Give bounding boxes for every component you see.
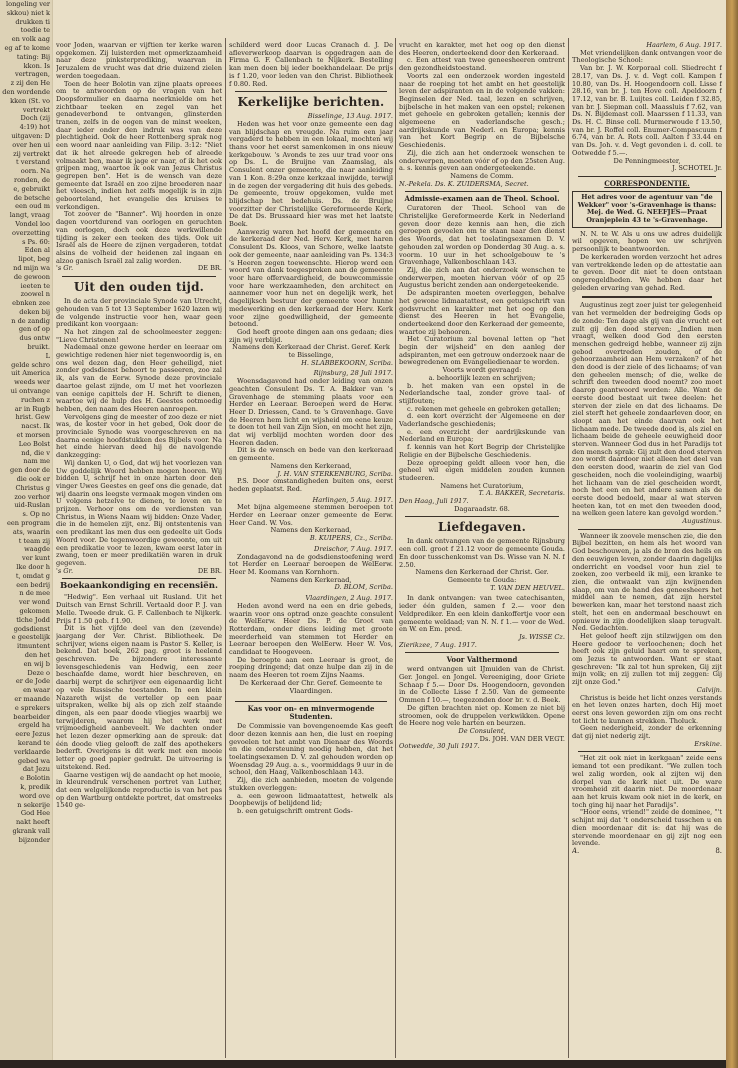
- signature: T. VAN DEN HEUVEL.: [490, 583, 565, 592]
- paragraph: Zij, die zich aanbieden, moeten de volgende stukken overleggen:: [229, 776, 393, 792]
- edge-fragment: Vondel loo: [15, 219, 50, 228]
- paragraph: Oranjeplein 43 te 's-Gravenhage.: [586, 216, 708, 225]
- admission-text: [399, 205, 565, 490]
- edge-fragment: ver wond: [19, 598, 50, 607]
- paragraph: Tot zoover de "Banner". Wij hoorden in onze dagen voortdurend van oorlogen en geruchten van oorlogen, doch ook deze werkwillende tijding is zeker een teeken des tijds. Ook uit Israël als de Heere de zijnen vergaderen, totdat alsins de volheid der heidenen zal ingaan en alzoo ganisch Israël zal zalig worden.: [56, 210, 222, 265]
- edge-fragment: uid-Ruslan: [14, 501, 50, 510]
- dateline: Den Haag, Juli 1917.: [399, 497, 469, 506]
- edge-fragment: den het: [24, 650, 50, 659]
- edge-fragment: s. Op no: [22, 510, 50, 519]
- paragraph: d. een kort overzicht der Algemeene en der Vaderlandsche geschiedenis;: [399, 412, 565, 429]
- paragraph: Curatoren der Theol. School van de Christelijke Gereformeerde Kerk in Nederland geven door deze kennis aan hen, die zich geroepen gevoelen om te staan naar den dienst des Woords, dat het toelatingsexamen D. V. gehouden zal worden op Donderdag 30 Aug. a. s. voorm. 10 uur in het schoolgebouw te 's Gravenhage, Valkenboschlaan 143.: [399, 204, 565, 267]
- edge-fragment: e Bolotin: [20, 774, 50, 783]
- edge-fragment: 4:19) hot: [19, 123, 50, 132]
- edge-fragment: gen door de: [10, 466, 50, 475]
- edge-fragment: ats, waarin: [12, 527, 50, 536]
- edge-fragment: uitgaven: D: [11, 131, 50, 140]
- signature: H. SLABBEKOORN, Scriba.: [301, 358, 393, 367]
- edge-fragment: waagde: [24, 545, 50, 554]
- edge-fragment: e sprekers: [14, 703, 50, 712]
- edge-fragment: longeling ver: [5, 0, 50, 8]
- edge-fragment: kken (St. vo: [10, 96, 50, 105]
- edge-fragment: e geestelijk: [11, 633, 50, 642]
- edge-fragment: itmuntent: [17, 642, 50, 651]
- edge-fragment: drukken ti: [15, 17, 50, 26]
- edge-fragment: gelde schro: [11, 360, 50, 369]
- edge-fragment: eere Jezus: [15, 730, 50, 739]
- paragraph: Wanneer ik zoovele menschen zie, die den Bijbel bezitten, en hem als het woord van God beschouwen, ja als de bron des heils en den eeuwigen leven, zonder daarin dagelijks onderricht en voedsel voor hun ziel te zoeken, zoo verbeeld ik mij, een kranke te zien, die ontwaakt van zijn kwijnenden slaap, om van de hand des geneesheers het middel aan te nemen, dat zijn herstel bewerken kan, maar het terstond naast zich stelt, het een en andermaal beschouwt en opnieuw in zijn doodelijken slaap terugvalt. Ned. Gedachten.: [572, 531, 722, 633]
- section-heading-admissie-examen: Admissie-examen aan de Theol. School.: [404, 194, 560, 204]
- edge-fragment: een oud m: [15, 202, 50, 211]
- signature: Augustinus.: [682, 517, 722, 526]
- page-footer: A. 8.: [572, 846, 722, 855]
- edge-fragment: een program: [6, 519, 50, 528]
- dateline: Rijnsburg, 28 Juli 1917.: [313, 369, 393, 378]
- signature: J. H. VAN STERKENBURG, Scriba.: [277, 469, 393, 478]
- column-4: [572, 42, 722, 856]
- dateline: Ootwedde, 30 Juli 1917.: [399, 742, 480, 751]
- paragraph: a. behoorlijk lezen en schrijven;: [428, 373, 536, 382]
- divider: [62, 276, 216, 277]
- paragraph: Christus is beide het licht onzes verstands en het leven onzes harten, doch Hij moet eerst ons leven geworden zijn om ons recht tot licht te kunnen strekken. Tholuck.: [572, 693, 722, 725]
- section-heading-valthermond: Voor Valthermond: [446, 655, 518, 665]
- paragraph: Gaarne vestigen wij de aandacht op het mooie, in kleurendruk verschenen portret van Luther, dat een welgelijkende reproductie is van het pas op den Wartburg ontdekte portret, dat omstreeks 1540 ge-: [56, 770, 222, 810]
- paragraph: Voorts zal een onderzoek worden ingesteld naar de roeping tot het ambt en het geestelijk leven der adspiranten en in de volgende vakken: Beginselen der Ned. taal, lezen en schrijven, bijbelsche in het maken van een opstel; rekenen met gehoele en gebroken getallen; kennis der algemeene en vaderlandsche gesch.; aardrijkskunde van Nederl. en Europa; kennis van het Kort Begrip en de Bijbelsche Geschiedenis.: [399, 71, 565, 150]
- edge-fragment: nd mijn wa: [13, 263, 50, 272]
- edge-fragment: bruikt.: [27, 343, 50, 352]
- column-3: [399, 42, 565, 751]
- paragraph: Vervolgens ging de meester of zoo deze er niet was, de koster voor in het gebed, Ook door de provinciale Synode was voorgeschreven en na daarna eenige hoofdstukken des Bijbels voor. Na het einde hiervan deed hij de navolgende dankzegging:: [56, 412, 222, 460]
- signature: Calvijn.: [696, 685, 722, 694]
- dateline: Dagaraadstr. 68.: [454, 504, 510, 513]
- edge-fragment: tating: Bij: [16, 52, 50, 61]
- paragraph: De Penningmeester,: [613, 156, 681, 165]
- notice-box: [572, 191, 722, 228]
- edge-fragment: k, predik: [20, 782, 50, 791]
- edge-fragment: over hen ui: [12, 140, 50, 149]
- paragraph: werd ontvangen uit IJmuiden van de Christ. Ger. Jongel. en Jongel. Vereeniging, door Griete Schaap f 5.— Door Ds. Hoogendoorn, gevonden in de Collecte Lisse f 2.50. Van de gemeente Ommen f 10.—, toegezonden door br. v. d. Beek.: [399, 665, 565, 705]
- edge-fragment: gebed wa: [17, 756, 50, 765]
- paragraph: Deze oproeping geldt alleen voor hen, die geheel wil eigen middelen zouden kunnen studeeren.: [399, 458, 565, 482]
- divider: [405, 191, 559, 192]
- edge-fragment: de betsche: [13, 193, 50, 202]
- edge-fragment: zoowel n: [20, 290, 50, 299]
- edge-fragment: t, omdat g: [15, 571, 50, 580]
- section-heading-correspondentie: CORRESPONDENTIE.: [604, 178, 690, 188]
- edge-fragment: word ove: [19, 791, 50, 800]
- edge-fragment: dus ontw: [19, 334, 50, 343]
- section-heading-liefdegaven: Liefdegaven.: [438, 520, 526, 535]
- edge-fragment: s Ps. 60:: [22, 237, 50, 246]
- edge-fragment: nacst. Ik: [21, 422, 50, 431]
- divider: [405, 652, 559, 653]
- edge-fragment: dat Jezu: [22, 765, 50, 774]
- paragraph: c. Een attest van twee geneesheeren omtrent den gezondheidstoestand.: [399, 56, 565, 73]
- edge-fragment: z zij den He: [10, 79, 50, 88]
- section-heading-kas-studenten: Kas voor on- en minvermogende Studenten.: [247, 704, 375, 722]
- paragraph: Met bijna algemeene stemmen beroepen tot Herder en Leeraar onzer gemeente de Eerw. Heer Cand. W. Vos.: [229, 503, 393, 527]
- edge-fragment: verklaarde: [13, 747, 50, 756]
- dateline: Bisselinge, 13 Aug. 1917.: [307, 112, 393, 121]
- edge-fragment: vertrekt: [22, 105, 50, 114]
- edge-fragment: godsdienst: [13, 624, 50, 633]
- edge-fragment: eg af te kome: [4, 43, 50, 52]
- edge-fragment: ui ontvange: [10, 387, 50, 396]
- paragraph: In dank ontvangen van de gemeente Rijnsburg een coll. groot f 21.12 voor de gemeente Gouda. En door tusschenkomst van Ds. Wisse van N. N. f 2.50.: [399, 537, 565, 569]
- edge-fragment: Christus g: [15, 483, 50, 492]
- edge-fragment: Deze o: [27, 668, 50, 677]
- edge-fragment: Eden al: [24, 246, 50, 255]
- dateline: Zierikzee, 7 Aug. 1917.: [399, 640, 477, 649]
- section-heading-kerkelijke-berichten: Kerkelijke berichten.: [237, 95, 385, 110]
- paragraph: Zij, die zich aan het onderzoek wenschen te onderwerpen, moeten vóór of op den 25sten Aug. a. s. kennis geven aan ondergeteekende.: [399, 148, 565, 173]
- paragraph: b. het maken van een opstel in de Nederlandsche taal, zonder grove taal- of stijlfouten;: [399, 381, 565, 405]
- dateline: Harlingen, 5 Aug. 1917.: [312, 495, 393, 504]
- section-heading-uit-den-ouden-tijd: Uit den ouden tijd.: [73, 280, 205, 295]
- edge-fragment: gen of op: [18, 325, 50, 334]
- edge-fragment: Leo Bolst: [18, 439, 50, 448]
- edge-fragment: ruchen z: [20, 395, 50, 404]
- paragraph: Toen de heer Bolotin van zijne plaats opreees om te antwoorden op de vragen van het Doopsformulier en daarna neerknielde om het zichtbaar teeken en zegel van het genadeverbond te ontvangen, glinsterden tranen, zelfs in de oogen van de minst weeken, daar ieder onder den indruk was van deze plechtigheid. Ook de heer Rottenberg sprak nog een woord naar aanleiding van Filip. 3:12: "Niet dat ik het alreede gekregen heb of alreede volmaakt ben, maar ik jage er naar, of ik het ook grijpen mag, waartoe ik ook van Jezus Christus gegrepen ben". Het is de wensch van deze gemeente dat Israël en zoo zijne broederen naar het vleesch, indien het zelfs mogelijk is in zijn geboorteland, het evangelie des kruises te verkondigen.: [56, 79, 222, 211]
- divider: [578, 751, 716, 752]
- edge-fragment: ergeld ha: [18, 721, 50, 730]
- paragraph: "Hedwig". Een verhaal uit Rusland. Uit het Duitsch van Ernst Schrill. Vertaald door P. J. van Melle. Tweede druk. G. F. Callenbach te Nijkerk. Prijs f 1.50 geb. f 1.90.: [56, 593, 222, 625]
- section-heading-boekaankondiging: Boekaankondiging en recensiën.: [60, 581, 218, 592]
- church-news-list: [229, 113, 393, 698]
- edge-fragment: ebnken zee: [12, 299, 50, 308]
- column-rule: [568, 38, 569, 1058]
- dateline: Vlaardingen, 2 Aug. 1917.: [305, 594, 393, 603]
- paragraph: f. kennis van het Kort Begrip der Christelijke Religie en der Bijbelsche Geschiedenis.: [399, 443, 565, 459]
- edge-fragment: den wordende: [2, 87, 50, 96]
- signature: 's Gr. DE BR.: [56, 264, 222, 273]
- paragraph: De adspiranten moeten overleggen, behalve het gewone lidmaatattest, een getuigschrift van godsvrucht en karakter met het oog op den dienst des Heeren in het Evangelie, onderteekend door den Kerkeraad der gemeente, waartoe zij behooren.: [399, 289, 565, 336]
- paragraph: "Hoor eens, vriend!" zeide de dominee, "'t schijnt mij dat 't onderscheid tusschen u en dien moordenaar dit is: dat hij was de stervende moordenaar en gij zijt nog een levende.: [572, 808, 722, 848]
- paragraph: Wij danken U, o God, dat wij het voorlezen van Uw goddelijk Woord hebben mogen hooren. Wij bidden U, schrijf het in onze harten door den vinger Uwes Geestes en geef ons die genade, dat wij daarin ons leegste vermaak mogen vinden om U volgens hetzelve te dienen, te loven en te prijzen. Verhoor ons om de verdiensten van Christus, in Wiens Naam wij bidden: Onze Vader, die in de hemelen zijt, enz. Bij ontstentenis van een predikant las men dus een gedeelte uit Gods Woord voor. De tegenwoordige gewoonte, om uit een predikatie voor te lezen, kwam eerst later in zwang, toen er meer predikatiën waren in druk gegeven.: [56, 458, 222, 567]
- paragraph: Het Curatorium zal bovenal letten op "het begin der wijsheid" en den aanleg der adspiranten, met een getrouw onderzoek naar de bewegredenen om Evangeliedienaar te worden.: [399, 335, 565, 367]
- edge-fragment: tlche Jodd: [16, 615, 50, 624]
- edge-fragment: ver kunt: [21, 554, 50, 563]
- paragraph: Namens het Curatorium,: [440, 481, 524, 490]
- paragraph: e. een overzicht der aardrijkskunde van Nederland en Europa;: [399, 427, 565, 444]
- divider: [582, 296, 712, 298]
- paragraph: "Het zit ook niet in kerkgaan" zeide eens iemand tot een predikant. "We zullen toch wel zalig worden, ook al zijten wij den dorpel van de kerk niet uit. De ware vroomheid zit daarin niet. De moordenaar aan het kruis kwam ook niet in de kerk, en toch ging hij naar het Paradijs".: [572, 754, 722, 809]
- paragraph: Dit is het vijfde deel van den (zevende) jaargang der Ver. Christ. Bibliotheek. De schrijver, wiens eigen naam is Pastor S. Keller, is bekend. Dat boek, 262 pag. groot is heelend geschreven. De bijzondere interessante levensgeschiedenis van Hedwig, een zeer beschaafde dame, wordt hier beschreven, en daarbij werpt de schrijver een eigenaardig licht op vele Russische toestanden. In een klein Nazareth wijst de verteller op een paar uitspraken, welke bij als op zich zelf staande dingen, als een paar doode vliegjes waarbij we terwijderen, waarom hij het werk met vrijmoedigheid aanbeveelt. We dachten onder het lezen dezer opmerking aan de spreuk: dat één doode vlieg gelooft de zalf des apothekers bederft. Overigens is dit werk met een mooie letter op goed papier gedrukt. De uitvoering is uitstekend. Red.: [56, 624, 222, 771]
- postscript: P.S. Door omstandigheden buiten ons, eerst heden geplaatst. Red.: [229, 477, 393, 493]
- edge-fragment: kkon. Is: [23, 61, 50, 70]
- edge-fragment: God Hee: [20, 809, 50, 818]
- divider: [578, 176, 716, 177]
- previous-page-edge: [0, 0, 53, 1060]
- paragraph: Met vriendelijken dank ontvangen voor de Theologische School:: [572, 48, 722, 65]
- edge-fragment: oorn. Na: [20, 167, 50, 176]
- edge-fragment: n de zandig: [11, 316, 50, 325]
- paragraph: Dit is de wensch en bede van den kerkeraad en gemeente.: [229, 446, 393, 463]
- paragraph: Aanwezig waren het hoofd der gemeente en de kerkeraad der Ned. Herv. Kerk, met haren Consulent Ds. Kloos, van Schore, welke laatste ook der gemeente, naar aanleiding van Ps. 134:3 's Heeren zegen toewenschte. Hierop werd een woord van dank toegesproken aan de gemeente voor hare offervaardigheid, de bouwcommissie voor hare werkzaamheden, den architect en aannemer voor hun net en degelijk werk, het dagelijksch bestuur der gemeente voor hunne medewerking en den kerkeraad der Herv. Kerk voor zijne goedwilligheid, der gemeente betoond.: [229, 227, 393, 329]
- paragraph: Augustinus zegt zoer juist ter gelegenheid van het vermelden der bedreiging Gods op de zonde: Ten dage als gij van die vrucht eet zult gij den dood sterven: „Indien men vraagt, welken dood God den eersten menschen gedreigd hebbe, wanneer zij zijn gebod overtreden zouden, of de gehoorzaamheid aan Hem verzaken? of het den dood is der ziele of des lichaams; of van den geheelen mensch; of die, welke de schrift den tweeden dood noemt? zoo moet daarop geantwoord worden: Alle. Want de eerste dood bestaat uit twee deelen: het sterven der ziele en dat des lichaams. De ziel sterft het geheele zondaarleven door, en sloopt aan het einde daarvan ook het lichaam mede. De tweede dood is, als ziel en lichaam beide de geheele eeuwigheid door sterven. Wanneer God dus in het Paradijs tot den mensch sprak: Gij zult den dood sterven zoo wordt daardoor niet alleen het deel van den eersten dood, waarin de ziel van God gescheiden, noch die vooleindiging, waarbij het lichaam van de ziel gescheiden wordt, noch het een en het andere samen als de eerste dood bedoeld, maar al wat sterven heeten kan, tot en met den tweeden dood, na welken geen latere kan gevolgd worden.": [572, 301, 722, 518]
- paragraph: Heden avond werd na een en drie gebeds, waarin voor ons optrad onze geachte consulent de WelEerw. Heer Ds. P. de Groot van Rotterdam, onder diens leiding met groote meerderheid van stemmen tot Herder en Leeraar beroepen den WelEerw. Heer W. Vos, candidaat te Hoogeveen.: [229, 601, 393, 657]
- divider: [235, 91, 387, 92]
- edge-fragment: deken bij: [19, 307, 50, 316]
- edge-fragment: gkrank vall: [12, 826, 50, 835]
- divider: [578, 529, 716, 530]
- edge-fragment: t verstand: [16, 158, 50, 167]
- paragraph: Van br. J. W. Korporaal coll. Sliedrecht f 28.17, van Ds. J. v. d. Vegt coll. Kampen f 10.80, van Ds. H. Hoogendoorn coll. Lisse f 28.16, van br. J. ten Hove coll. Apeldoorn f 17.12, van br. B. Luijtes coll. Leiden f 32.85, van br. J. Siepman coll. Maassluis f 7.62, van Ds. N. Bijdemast coll. Maarssen f 11.33, van Ds. H. C. Binse coll. Murmerwoude f 13.50, van br. J. Roffel coll. Enumer-Compascuum f 6.74, van br. A. Rots coll. Aalten f 33.44 en van Ds. Joh. v. d. Vegt gevonden i. d. coll. te Ootwedde f 5.—.: [572, 64, 722, 157]
- paragraph: Namens den Kerkeraad der Christ. Ger. Gemeente te Gouda:: [415, 568, 549, 584]
- dateline: Haarlem, 6 Aug. 1917.: [646, 42, 722, 49]
- edge-fragment: er maande: [14, 694, 50, 703]
- paragraph: schilderd werd door Lucas Cranach d. J. De afleverwerkoop daarvan is opgedragen aan de Firma G. F. Callenbach te Nijkerk. Bestelling kan men doen bij ieder boekhandelaar. De prijs is f 1.20, voor leden van den Christ. Bibliotheek f 0.80. Red.: [229, 42, 393, 88]
- edge-fragment: die ook er: [16, 475, 50, 484]
- edge-fragment: ieeten te: [20, 281, 50, 290]
- edge-fragment: Doch (zij: [20, 114, 50, 123]
- edge-fragment: langt, vraag: [9, 211, 50, 220]
- signature: B. KUIPERS, Cz., Scriba.: [309, 534, 393, 543]
- edge-fragment: hrist. Gew: [15, 413, 50, 422]
- signature: De Consulent,: [458, 726, 506, 735]
- edge-fragment: bijzonder: [18, 835, 50, 844]
- edge-fragment: lipot, beg: [18, 255, 50, 264]
- paragraph: In dank ontvangen: van twee catechisanten, ieder één gulden, samen f 2.— voor den Veldprediker. En een klein dankoffertje voor een gemeente weldaad; van N. N. f 1.— voor de Wed. en W. en Em. pred.: [399, 594, 565, 634]
- paragraph: Namens den Kerkeraad,: [270, 575, 352, 584]
- dateline: Dreischor, 7 Aug. 1917.: [314, 544, 393, 553]
- edge-fragment: uit America: [11, 369, 50, 378]
- signature: Namens de Comm.: [450, 171, 514, 180]
- paragraph: Geen nederigheid, zonder de erkenning dat gij niet nederig zijt.: [572, 724, 722, 741]
- edge-fragment: t team zij: [18, 536, 50, 545]
- paragraph: b. een getuigschrift omtrent Gods-: [237, 806, 353, 815]
- edge-fragment: nam me: [23, 457, 50, 466]
- edge-fragment: bearbeider: [13, 712, 50, 721]
- paragraph: De kerkeraden worden verzocht het adres van vertrekkende leden op de attestatie aan te geven. Door dit niet te doen ontstaan ongeregeldheden. We hebben daar het geleden ervaring van gehad. Red.: [572, 252, 722, 292]
- paragraph: Na het zingen zal de schoolmeester zeggen: "Lieve Christenen!: [56, 327, 222, 344]
- signature: 's Gr. DE BR.: [56, 566, 222, 575]
- edge-fragment: nd, die v: [21, 448, 50, 457]
- column-rule: [225, 38, 226, 1058]
- signature: Ds. JOH. VAN DER VEGT.: [479, 734, 565, 743]
- edge-fragment: zoo verhor: [14, 492, 50, 501]
- paragraph: God heeft groote dingen aan ons gedaan; dies zijn wij verblijd.: [229, 327, 393, 344]
- signature: J. SCHOTEL Jr.: [672, 164, 722, 173]
- edge-fragment: de gewoon: [13, 272, 50, 281]
- paragraph: Namens den Kerkeraad,: [270, 526, 352, 535]
- paragraph: a. een gewoon lidmaatattest, hetwelk als Doopbewijs of belijdend lid;: [229, 791, 393, 808]
- edge-fragment: ar in Rugb: [14, 404, 50, 413]
- paragraph: De giften brachten niet op. Komen ze niet bij stroomen, ook de druppelen verkwikken. Opene de Heere nog vele harten en beurzen.: [399, 703, 565, 728]
- paragraph: De Commissie van bovengenoemde Kas geeft door dezen kennis aan hen, die lust en roeping gevoelen tot het ambt van Dienaar des Woords en die ondersteuning noodig hebben, dat het toelatingsexamen D. V. zal gehouden worden op Woensdag 29 Aug. a. s., voormiddags 9 uur in de school, den Haag, Valkenboschlaan 143.: [229, 722, 393, 777]
- edge-fragment: n de mee: [19, 589, 50, 598]
- paragraph: De Kerkeraad der Chr. Geref. Gemeente te Vlaardingen.: [239, 678, 383, 695]
- edge-fragment: skkou) niet k: [6, 8, 50, 17]
- edge-fragment: en volk aag: [11, 35, 50, 44]
- edge-fragment: gekomen: [19, 606, 50, 615]
- edge-fragment: lke door h: [16, 563, 50, 571]
- paragraph: voor Joden, waarvan er vijftien ter kerke waren opgekomen. Zij luisterden met opmerkzaamheid naar deze pinksterprediking, waarvan in Jeruzalem de vrucht was dat drie duizend zielen werden toegedaan.: [56, 42, 222, 80]
- paragraph: N. N. te W. Als u ons uw adres duidelijk wil opgeven, hopen we uw schrijven persoonlijk te beantwoorden.: [572, 229, 722, 254]
- paragraph: vrucht en karakter, met het oog op den dienst des Heeren, onderteekend door den Kerkeraad.: [399, 42, 565, 57]
- edge-fragment: er de Jode: [15, 677, 50, 686]
- signature: Erskine.: [694, 739, 722, 748]
- edge-fragment: n sekerije: [17, 800, 50, 809]
- edge-fragment: overzetting: [11, 228, 50, 237]
- signature: Js. WISSE Cz.: [518, 632, 565, 641]
- edge-fragment: zij vertrekt: [13, 149, 50, 158]
- edge-fragment: kerand te: [17, 738, 50, 747]
- edge-fragment: en waar: [23, 686, 50, 695]
- edge-fragment: ronden, de: [13, 175, 50, 184]
- divider: [405, 516, 559, 517]
- edge-fragment: toedie te: [20, 26, 50, 35]
- paragraph: Woensdagavond had onder leiding van onzen geachten Consulent Ds. T. A. Bakker van 's Gravenhage de stemming plaats voor een Herder en Leeraar. Beroepen werd de Herw. Heer D. Driessen, Cand. te 's Gravenhage. Gave de Heeren hem licht en wijsheid om eene keuze te doen tot heil van Zijn Sion, en mocht het zijn, dat wij verblijd mochten worden door des Heeren daden.: [229, 377, 393, 447]
- edge-fragment: et morsen: [16, 431, 50, 440]
- edge-fragment: weeds wer: [14, 378, 50, 387]
- paragraph: Namens den Kerkeraad,: [270, 461, 352, 470]
- divider: [62, 578, 216, 579]
- paragraph: Zondagavond na de godsdienstoefening werd tot Herder en Leeraar beroepen de WelEerw. Heer M. Koomans van Kornhorn.: [229, 552, 393, 576]
- column-1: [56, 42, 222, 810]
- edge-fragment: nakt heeft: [15, 818, 50, 827]
- paragraph: In de acta der provinciale Synode van Utrecht, gehouden van 5 tot 13 September 1620 lazen wij de volgende instructie voor hen, waar geen predikant kon voorgaan:: [56, 297, 222, 329]
- divider: [235, 701, 387, 702]
- paragraph: Namens den Kerkeraad der Christ. Geref. Kerk te Bisselinge,: [232, 343, 390, 360]
- edge-fragment: L: [45, 351, 50, 360]
- binding-spine: [726, 0, 738, 1068]
- paragraph: Nademaal onze gewone herder en leeraar om gewichtige redenen hier niet tegenwoordig is, en ons wel dezen dag, den Heer geheiligd, niet zonder godsdienst behoort te passeeren, zoo zal ik, als van de Eerw. Synode deze provinciale daartoe gelast zijnde, om U met het voorlezen van eenige capittels der H. Schrift te dienen, waartoe wij de hulp des H. Geestes ootmoedig hebben, den naam des Heeren aanroepen.: [56, 343, 222, 413]
- edge-fragment: e, gebruikt: [13, 184, 50, 193]
- column-2: [229, 42, 393, 816]
- signature: N.-Pekela. Ds. K. ZUIDERSMA, Secret.: [399, 179, 529, 188]
- paragraph: Het adres voor de agentuur van "de Wekker" voor 's-Gravenhage is thans:: [577, 192, 717, 209]
- paragraph: Mej. de Wed. G. NEEFJES—Praat: [586, 208, 708, 217]
- paragraph: Voorts wordt gevraagd:: [442, 366, 522, 375]
- paragraph: c. rekenen met geheele en gebroken getallen;: [407, 404, 561, 413]
- column-rule: [395, 38, 396, 1058]
- edge-fragment: en wij b: [23, 659, 50, 668]
- signature: D. BLOM, Scriba.: [334, 583, 393, 592]
- paragraph: Heden was het voor onze gemeente een dag van blijdschap en vreugde. Na ruim een jaar vergaderd te hebben in een lokaal, mochten wij thans voor het eerst samenkomen in ons nieuw kerkgebouw. 's Avonds te zes uur trad voor ons op Ds. L. de Bruijne van Zaamslag, als Consulent onzer gemeente, die naar aanleiding van 1 Kon. 8:29a onze kerkzaal inwijdde, terwijl in de zegen der vergadering dit huis des gebeds. De gemeente, trouw opgekomen, vulde met blijdschap het bedehuis. Ds. de Bruijne voorzitter der Christelijke Gereformeerde Kerk, De dat Ds. Brussaard hier was met het laatste Boek.: [229, 119, 393, 229]
- paragraph: Zij, die zich aan dat onderzoek wenschen te onderwerpen, moeten hiervan vóór of op 25 Augustus bericht zenden aan ondergeteekende.: [399, 265, 565, 290]
- paragraph: De beroepte aan een Leeraar is groot, de roeping dringend; dat onze hulpe dan zij in de naam des Heeren tot roem Zijns Naams.: [229, 655, 393, 680]
- signature: T. A. BAKKER, Secretaris.: [478, 489, 565, 498]
- edge-fragment: een bedrij: [16, 580, 50, 589]
- paragraph: Het geloof heeft zijn stilzwijgen om den Heere gedoor te verloochenen; doch het heeft ook zijn geluid haart om te spreken, om Jezus te antwoorden. Want er staat geschreven: "Ik zal tot hun spreken, Gij zijt mijn volk; en zij zullen tot mij zeggen: Gij zijt onze God.": [572, 631, 722, 687]
- edge-fragment: vertragen,: [15, 70, 50, 79]
